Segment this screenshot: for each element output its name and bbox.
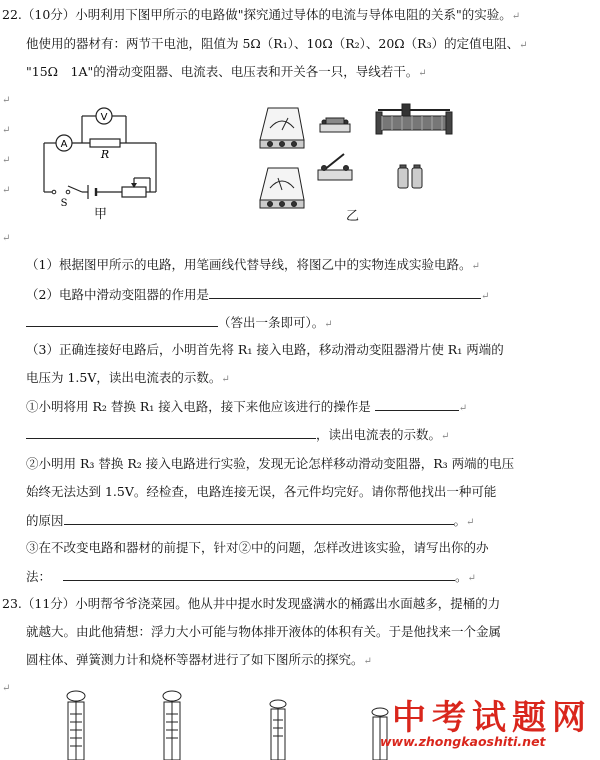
q22-part3-line1: （3）正确连接好电路后，小明首先将 R₁ 接入电路，移动滑动变阻器滑片使 R₁ 两端的 — [26, 342, 504, 357]
q22-sub2-line3: 的原因 。↵ — [26, 513, 475, 528]
switch-label: S — [60, 198, 68, 209]
site-watermark — [352, 690, 592, 754]
empty-line-mark: ↵ — [2, 233, 11, 244]
q22-line3: "15Ω 1A"的滑动变阻器、电流表、电压表和开关各一只，导线若干。↵ — [26, 64, 427, 79]
answer-blank[interactable] — [64, 511, 454, 525]
watermark-url: www.zhongkaoshiti.net — [380, 734, 546, 749]
q22-sub1-line2: ，读出电流表的示数。↵ — [26, 425, 449, 446]
voltmeter-label: V — [100, 112, 108, 123]
switch-device-icon — [318, 154, 352, 180]
answer-blank[interactable] — [63, 567, 455, 581]
resistor-device-icon — [320, 118, 350, 132]
q22-sub3-line1: ③在不改变电路和器材的前提下，针对②中的问题，怎样改进该实验，请写出你的办 — [26, 540, 489, 555]
fig-yi-caption: 乙 — [346, 209, 360, 224]
q22-line1: 22.（10分）小明利用下图甲所示的电路做"探究通过导体的电流与导体电阻的关系"的实验。↵ — [2, 7, 521, 22]
answer-blank[interactable] — [26, 313, 218, 327]
answer-blank[interactable] — [209, 285, 481, 299]
answer-blank[interactable] — [26, 425, 316, 439]
spring-scale-icon — [163, 691, 181, 760]
q22-sub2-line2: 始终无法达到 1.5V。经检查，电路连接无误，各元件均完好。请你帮他找出一种可能 — [26, 484, 497, 499]
q22-line2: 他使用的器材有：两节干电池，阻值为 5Ω（R₁）、10Ω（R₂）、20Ω（R₃）的定值电阻、↵ — [26, 36, 528, 51]
spring-scale-icon — [67, 691, 85, 760]
q22-part3-line2: 电压为 1.5V，读出电流表的示数。↵ — [26, 370, 230, 385]
q23-line3: 圆柱体、弹簧测力计和烧杯等器材进行了如下图所示的探究。↵ — [26, 652, 372, 667]
spring-scale-icon — [270, 700, 286, 760]
empty-line-mark: ↵ — [2, 683, 11, 694]
empty-line-mark: ↵ — [2, 185, 11, 196]
circuit-diagram-jia — [36, 98, 176, 208]
empty-line-mark: ↵ — [2, 125, 11, 136]
q22-part2-line1: （2）电路中滑动变阻器的作用是 ↵ — [26, 287, 490, 302]
fig-jia-caption: 甲 — [94, 207, 108, 222]
q22-part1: （1）根据图甲所示的电路，用笔画线代替导线，将图乙中的实物连成实验电路。↵ — [26, 257, 480, 272]
q22-sub1-line1: ①小明将用 R₂ 替换 R₁ 接入电路，接下来他应该进行的操作是 ↵ — [26, 399, 468, 414]
q23-line1: 23.（11分）小明帮爷爷浇菜园。他从井中提水时发现盛满水的桶露出水面越多，提桶的力 — [2, 596, 501, 611]
watermark-title: 中考试题网 — [392, 698, 592, 738]
ammeter-label: A — [60, 139, 68, 150]
q23-line2: 就越大。由此他猜想：浮力大小可能与物体排开液体的体积有关。于是他找来一个金属 — [26, 624, 502, 639]
q22-part2-line2: （答出一条即可）。↵ — [26, 313, 333, 334]
empty-line-mark: ↵ — [2, 155, 11, 166]
voltmeter-device-icon — [260, 168, 304, 208]
resistor-label: R — [100, 148, 110, 161]
ammeter-device-icon — [260, 108, 304, 148]
answer-blank[interactable] — [375, 397, 459, 411]
empty-line-mark: ↵ — [2, 95, 11, 106]
battery-device-icon — [398, 165, 422, 188]
q22-sub2-line1: ②小明用 R₃ 替换 R₂ 接入电路进行实验，发现无论怎样移动滑动变阻器，R₃ 两端的电压 — [26, 456, 515, 471]
rheostat-device-icon — [376, 104, 452, 134]
q22-sub3-line2: 法： 。↵ — [26, 569, 476, 584]
